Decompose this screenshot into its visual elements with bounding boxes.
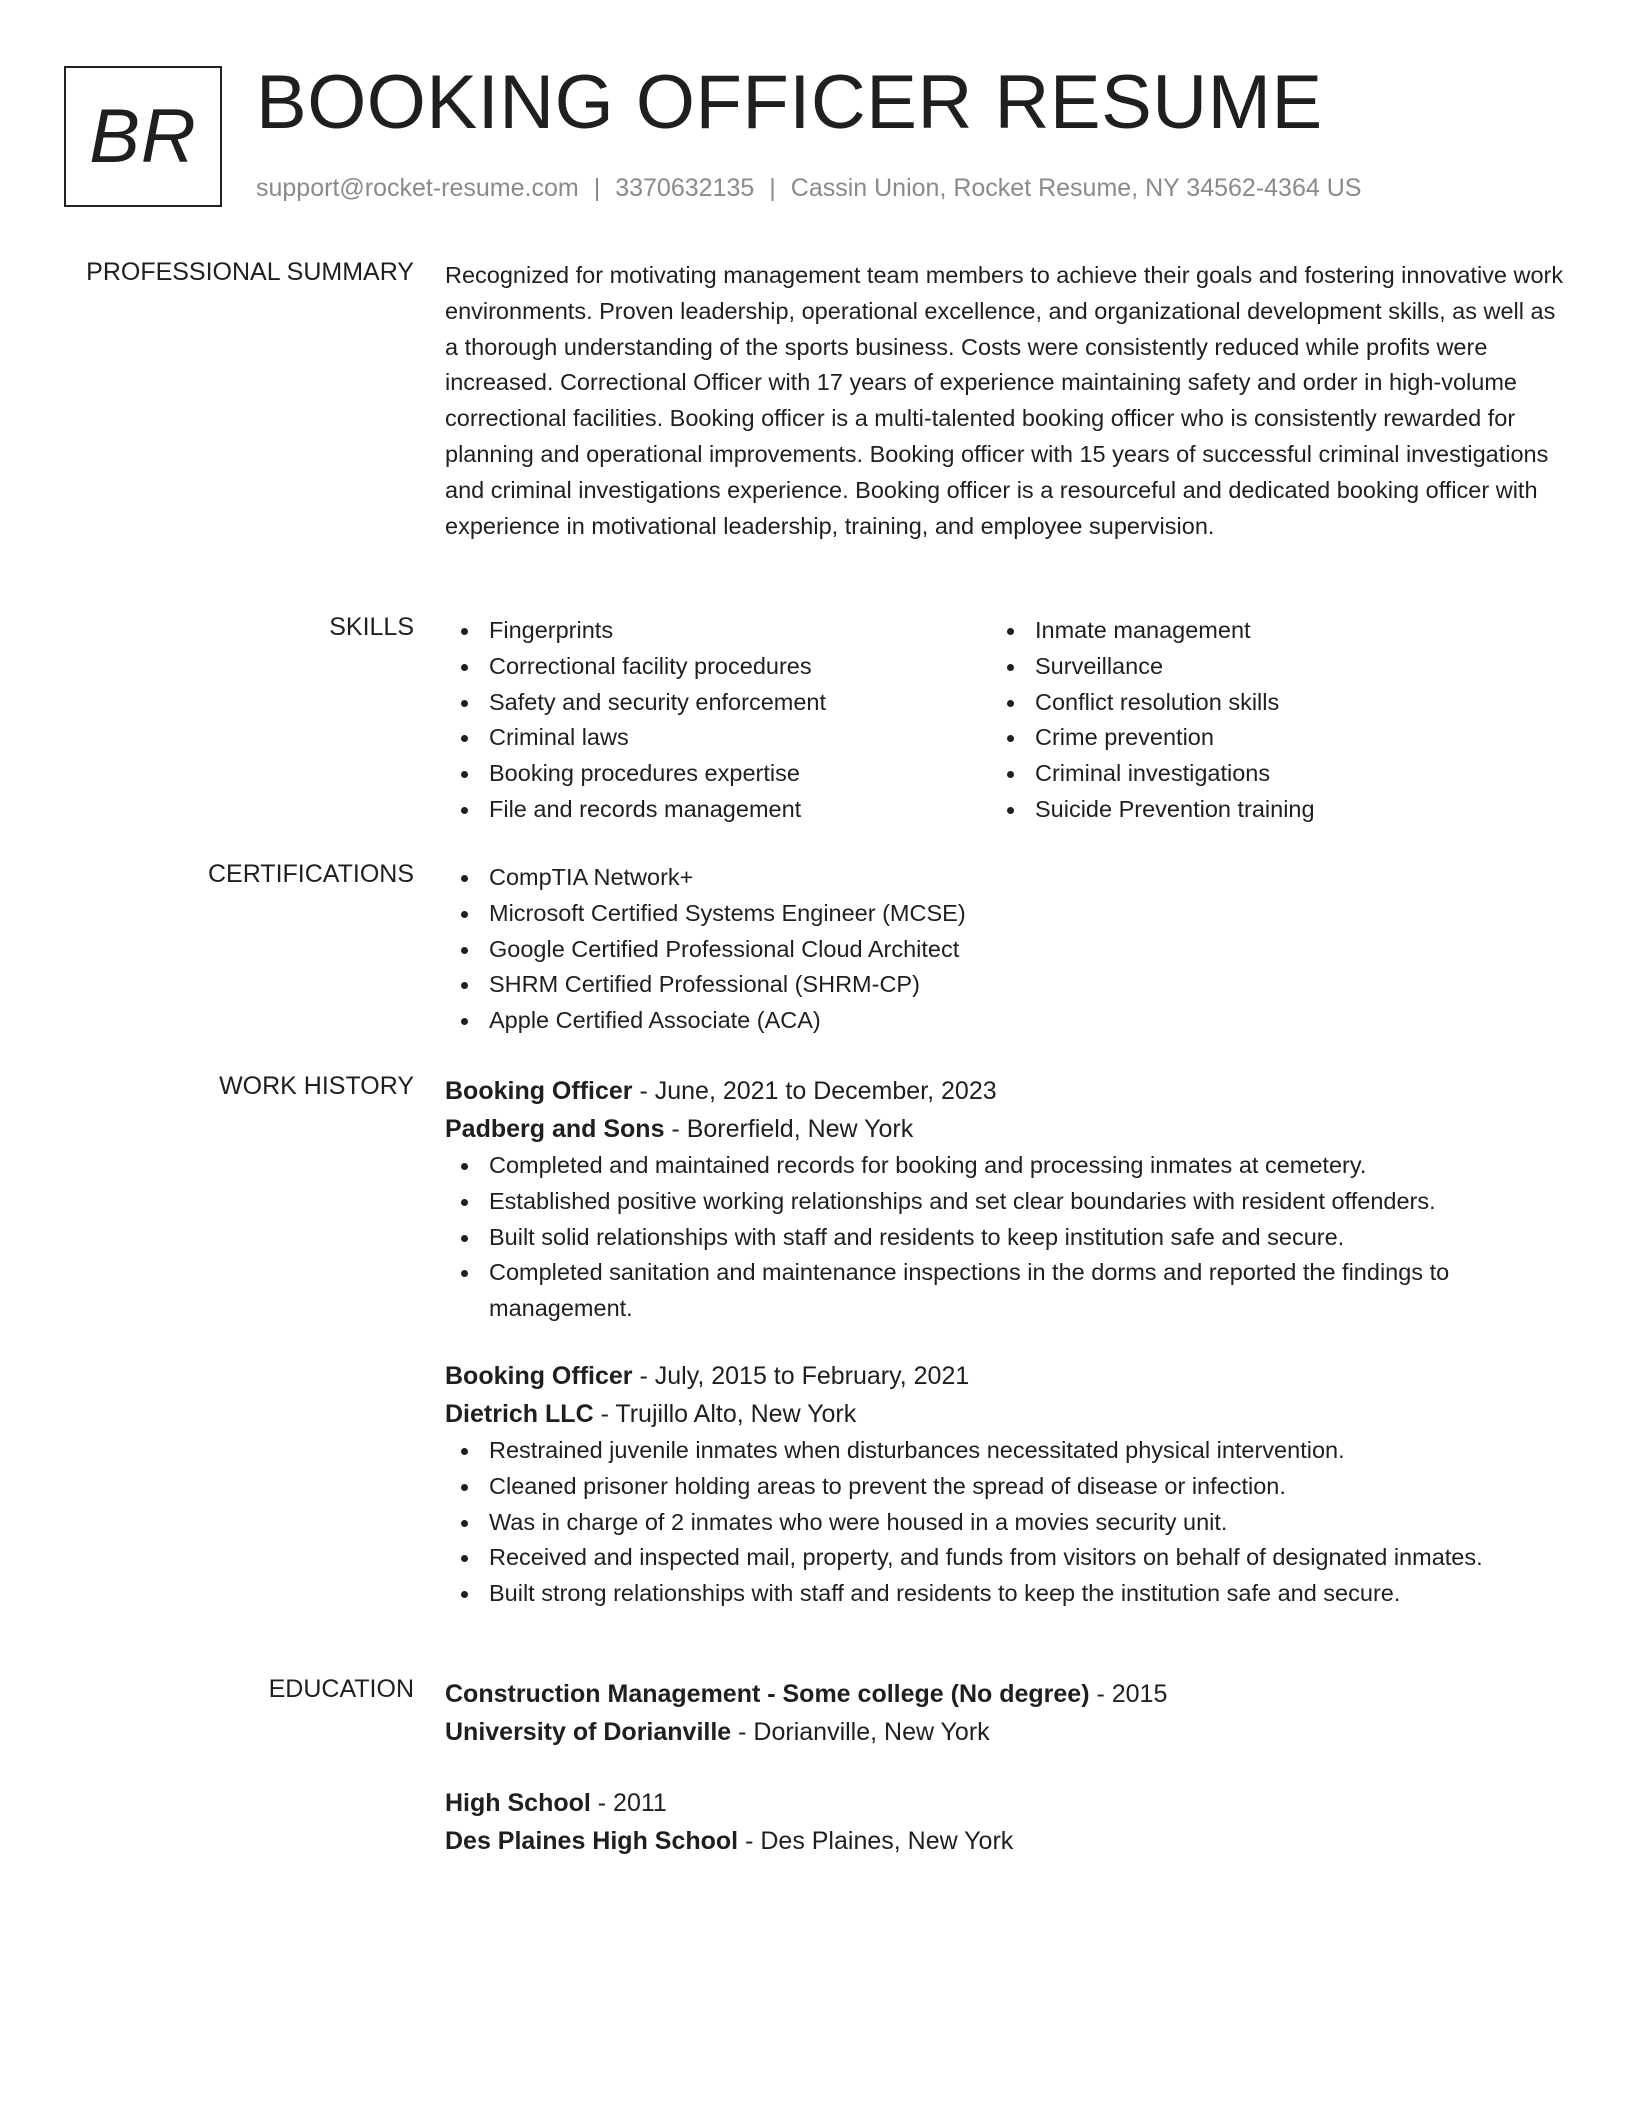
job-duty: Established positive working relationships and set clear boundaries with resident offenders. [445, 1184, 1565, 1220]
contact-separator: | [593, 174, 601, 202]
job-location: - Borerfield, New York [664, 1115, 914, 1143]
skill-item: Crime prevention [991, 720, 1537, 756]
job-company: Dietrich LLC [445, 1399, 594, 1428]
job-dates: - June, 2021 to December, 2023 [632, 1077, 997, 1105]
skill-item: Criminal laws [445, 720, 991, 756]
job-title: Booking Officer [445, 1077, 633, 1105]
job-duties [445, 1148, 1565, 1327]
skill-item: Inmate management [991, 613, 1537, 649]
job-company: Padberg and Sons [445, 1115, 665, 1143]
contact-line [256, 174, 1361, 203]
education-degree-line [445, 1675, 1565, 1713]
certification-item: Google Certified Professional Cloud Architect [445, 932, 1565, 968]
skill-item: Surveillance [991, 649, 1537, 685]
education-year: - 2015 [1089, 1680, 1168, 1708]
job-duty: Built strong relationships with staff and residents to keep the institution safe and secure. [445, 1576, 1565, 1612]
section-heading: PROFESSIONAL SUMMARY [86, 258, 414, 286]
education-degree: Construction Management - Some college (No degree) [445, 1680, 1090, 1708]
job-title-line [445, 1357, 1565, 1395]
job-duty: Built solid relationships with staff and residents to keep institution safe and secure. [445, 1220, 1565, 1256]
job-duty: Was in charge of 2 inmates who were housed in a movies security unit. [445, 1505, 1565, 1541]
skills-column-left [445, 613, 991, 828]
job-duty: Cleaned prisoner holding areas to prevent the spread of disease or infection. [445, 1469, 1565, 1505]
job-duty: Restrained juvenile inmates when disturbances necessitated physical intervention. [445, 1433, 1565, 1469]
job-title-line [445, 1072, 1565, 1110]
job-title: Booking Officer [445, 1361, 633, 1390]
contact-email: support@rocket-resume.com [256, 174, 579, 202]
skill-item: Booking procedures expertise [445, 756, 991, 792]
certification-item: SHRM Certified Professional (SHRM-CP) [445, 967, 1565, 1003]
skill-item: Criminal investigations [991, 756, 1537, 792]
education-degree: High School [445, 1789, 591, 1817]
job-duty: Completed sanitation and maintenance inspections in the dorms and reported the findings to management. [445, 1255, 1565, 1327]
education-school: University of Dorianville [445, 1718, 732, 1746]
skill-item: Fingerprints [445, 613, 991, 649]
summary-text: Recognized for motivating management team members to achieve their goals and fostering innovative work environments. Proven leadership, operational excellence, and organizational development skills, as well as a thorough understanding of the sports business. Costs were consistently reduced while profits were increased. Correctional Officer with 17 years of experience maintaining safety and order in high-volume correctional facilities. Booking officer is a multi-talented booking officer who is consistently rewarded for planning and operational improvements. Booking officer with 15 years of successful criminal investigations and criminal investigations experience. Booking officer is a resourceful and dedicated booking officer with experience in motivational leadership, training, and employee supervision. [445, 262, 1564, 539]
job-duties [445, 1433, 1565, 1612]
contact-address: Cassin Union, Rocket Resume, NY 34562-4364 US [790, 174, 1362, 202]
job-duty: Completed and maintained records for booking and processing inmates at cemetery. [445, 1148, 1565, 1184]
job-location: - Trujillo Alto, New York [593, 1399, 857, 1428]
job-duty: Received and inspected mail, property, and funds from visitors on behalf of designated inmates. [445, 1540, 1565, 1576]
education-entry [445, 1784, 1565, 1860]
section-body [445, 860, 1565, 1039]
skill-item: Suicide Prevention training [991, 792, 1537, 828]
section-body [445, 1675, 1565, 1860]
section-heading: SKILLS [329, 613, 414, 641]
section-body [445, 258, 1565, 544]
resume-title: BOOKING OFFICER RESUME [256, 60, 1323, 145]
job-entry [445, 1357, 1565, 1612]
certification-item: Apple Certified Associate (ACA) [445, 1003, 1565, 1039]
job-company-line [445, 1395, 1565, 1433]
job-company-line [445, 1110, 1565, 1148]
education-entry [445, 1675, 1565, 1751]
section-heading: EDUCATION [268, 1675, 414, 1703]
contact-phone: 3370632135 [615, 174, 755, 202]
job-entry [445, 1072, 1565, 1327]
education-school-line [445, 1822, 1565, 1860]
skill-item: Safety and security enforcement [445, 685, 991, 721]
skill-item: Conflict resolution skills [991, 685, 1537, 721]
monogram-logo: BR [64, 66, 222, 207]
skill-item: File and records management [445, 792, 991, 828]
skills-columns [445, 613, 1565, 828]
education-school-line [445, 1713, 1565, 1751]
skills-column-right [991, 613, 1537, 828]
section-body [445, 1072, 1565, 1612]
certification-item: Microsoft Certified Systems Engineer (MCSE) [445, 896, 1565, 932]
education-location: - Des Plaines, New York [738, 1827, 1014, 1855]
section-heading: WORK HISTORY [219, 1072, 414, 1100]
job-dates: - July, 2015 to February, 2021 [632, 1361, 970, 1390]
education-location: - Dorianville, New York [731, 1718, 990, 1746]
education-year: - 2011 [590, 1789, 667, 1817]
contact-separator: | [769, 174, 776, 202]
certification-item: CompTIA Network+ [445, 860, 1565, 896]
education-school: Des Plaines High School [445, 1827, 739, 1855]
section-heading: CERTIFICATIONS [207, 860, 414, 888]
skill-item: Correctional facility procedures [445, 649, 991, 685]
education-degree-line [445, 1784, 1565, 1822]
